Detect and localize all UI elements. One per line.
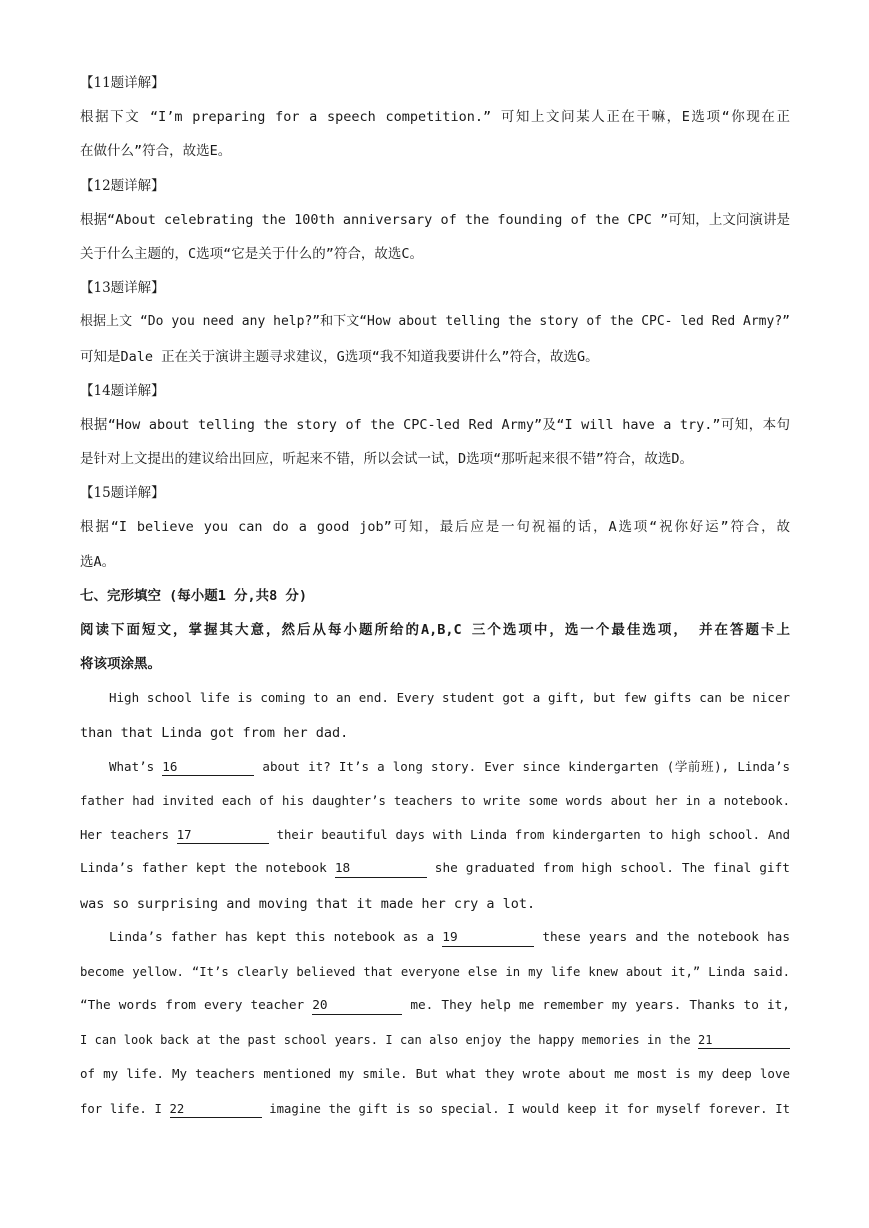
passage-text: she graduated from high school. The final gift xyxy=(426,861,790,877)
explanation-text: 是针对上文提出的建议给出回应，听起来不错，所以会试一试，D选项“那听起来很不错”符合，故选D。 xyxy=(80,451,694,468)
passage-line xyxy=(80,818,790,852)
explanation-heading-11: 【11题详解】 xyxy=(80,75,165,91)
passage-text: Linda’s father has kept this notebook as a xyxy=(109,929,443,945)
passage-text: about it? It’s a long story. Ever since kindergarten (学前班), Linda’s xyxy=(254,758,790,774)
passage-text: “The words from every teacher xyxy=(80,998,313,1014)
passage-line xyxy=(80,921,790,955)
explanation-text: 在做什么”符合，故选E。 xyxy=(80,143,232,160)
passage-line: than that Linda got from her dad. xyxy=(80,724,349,741)
blank-19[interactable]: 19 xyxy=(442,930,534,947)
section-title: 七、完形填空 (每小题1 分,共8 分) xyxy=(80,587,308,604)
passage-line: was so surprising and moving that it made her cry a lot. xyxy=(80,895,536,912)
explanation-heading-12: 【12题详解】 xyxy=(80,177,165,194)
passage-text: these years and the notebook has xyxy=(534,929,790,945)
section-instruction: 阅读下面短文，掌握其大意，然后从每小题所给的A,B,C 三个选项中，选一个最佳选项， 并在答题卡上 xyxy=(80,622,790,638)
passage-text: Her teachers xyxy=(80,828,177,843)
passage-line: of my life. My teachers mentioned my smile. But what they wrote about me most is my deep love xyxy=(80,1066,790,1082)
passage-text: imagine the gift is so special. I would keep it for myself forever. It xyxy=(261,1101,790,1116)
explanation-heading-15: 【15题详解】 xyxy=(80,485,165,502)
passage-line: father had invited each of his daughter’s teachers to write some words about her in a notebook. xyxy=(80,793,790,808)
passage-text: their beautiful days with Linda from kindergarten to high school. And xyxy=(268,828,790,843)
passage-line xyxy=(80,1092,790,1126)
explanation-text: 根据下文 “I’m preparing for a speech competition.” 可知上文问某人正在干嘛，E选项“你现在正 xyxy=(80,109,790,126)
explanation-heading-13: 【13题详解】 xyxy=(80,280,165,297)
passage-text: for life. I xyxy=(80,1101,170,1116)
explanation-text: 根据“About celebrating the 100th anniversary of the founding of the CPC ”可知，上文问演讲是 xyxy=(80,211,790,228)
explanation-text: 关于什么主题的，C选项“它是关于什么的”符合，故选C。 xyxy=(80,245,424,262)
blank-18[interactable]: 18 xyxy=(335,861,427,878)
explanation-heading-14: 【14题详解】 xyxy=(80,382,165,399)
passage-line: High school life is coming to an end. Every student got a gift, but few gifts can be nicer xyxy=(109,690,790,706)
explanation-text: 可知是Dale 正在关于演讲主题寻求建议，G选项“我不知道我要讲什么”符合，故选G。 xyxy=(80,348,599,365)
passage-text: me. They help me remember my years. Thanks to it, xyxy=(402,998,790,1014)
blank-21[interactable]: 21 xyxy=(698,1032,790,1049)
passage-line xyxy=(80,750,790,784)
section-instruction: 将该项涂黑。 xyxy=(80,656,161,673)
passage-line: become yellow. “It’s clearly believed that everyone else in my life knew about it,” Linda said. xyxy=(80,964,790,979)
passage-line xyxy=(80,852,790,886)
blank-17[interactable]: 17 xyxy=(177,827,269,844)
document-page xyxy=(80,66,790,1126)
explanation-text: 根据“I believe you can do a good job”可知，最后应是一句祝福的话，A选项“祝你好运”符合，故 xyxy=(80,519,790,536)
passage-text: Linda’s father kept the notebook xyxy=(80,861,335,877)
passage-line xyxy=(80,1023,790,1057)
explanation-text: 根据“How about telling the story of the CPC-led Red Army”及“I will have a try.”可知，本句 xyxy=(80,416,790,433)
passage-text: I can look back at the past school years. I can also enjoy the happy memories in the xyxy=(80,1033,698,1048)
blank-22[interactable]: 22 xyxy=(170,1101,262,1118)
explanation-text: 选A。 xyxy=(80,553,116,570)
passage-text: What’s xyxy=(109,758,163,774)
blank-20[interactable]: 20 xyxy=(312,998,402,1015)
passage-line xyxy=(80,989,790,1023)
explanation-text: 根据上文 “Do you need any help?”和下文“How about telling the story of the CPC- led Red Army?” xyxy=(80,314,790,330)
blank-16[interactable]: 16 xyxy=(162,759,254,776)
